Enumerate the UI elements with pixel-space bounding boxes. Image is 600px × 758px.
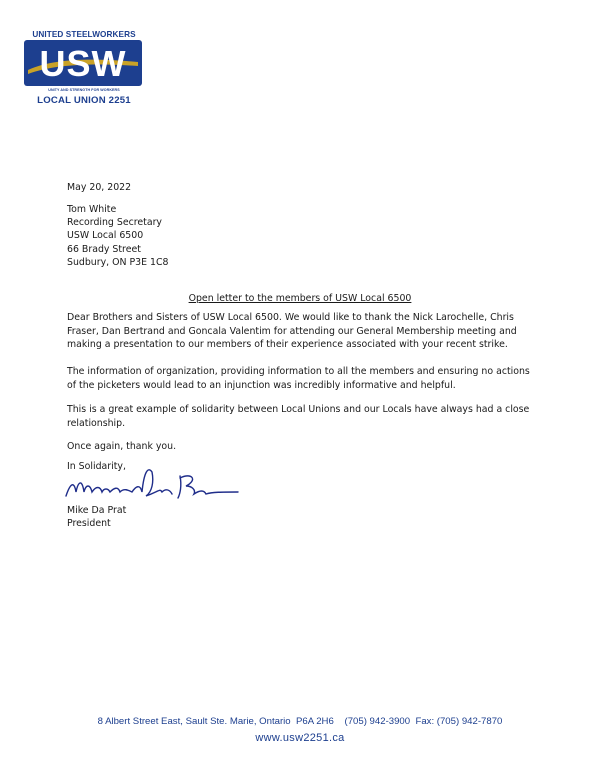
body-paragraph: The information of organization, providing information to all the members and ensuring no actions of the picketers would lead to an injunction was incredibly informative and helpful.	[67, 366, 530, 391]
letter-subject: Open letter to the members of USW Local 6500	[188, 293, 412, 304]
body-paragraph: This is a great example of solidarity between Local Unions and our Locals have always had a close relationship.	[67, 404, 530, 429]
signer-block	[67, 504, 126, 531]
footer-fax: Fax: (705) 942-7870	[415, 716, 503, 727]
recipient-city: Sudbury, ON P3E 1C8	[67, 256, 169, 268]
signer-name: Mike Da Prat	[67, 505, 127, 516]
footer-website[interactable]: www.usw2251.ca	[255, 732, 345, 744]
recipient-street: 66 Brady Street	[67, 243, 141, 255]
usw-logo-mark	[24, 40, 142, 86]
recipient-title: Recording Secretary	[67, 217, 162, 229]
letter-date: May 20, 2022	[67, 182, 132, 193]
recipient-org: USW Local 6500	[67, 230, 144, 242]
footer-phone: (705) 942-3900	[344, 716, 411, 727]
recipient-name: Tom White	[67, 204, 117, 215]
logo-local-union: LOCAL UNION 2251	[37, 95, 131, 106]
body-paragraph: Dear Brothers and Sisters of USW Local 6500. We would like to thank the Nick Larochelle, Chris Fraser, Dan Bertrand and Goncala Valentim for attending our General Membership meeting and making a presentation to our members of their experience associated with your recent strike.	[67, 312, 517, 351]
signer-title: President	[67, 518, 111, 530]
footer-contact	[0, 716, 600, 727]
footer-street: 8 Albert Street East, Sault Ste. Marie, Ontario P6A 2H6	[97, 716, 334, 727]
body-paragraph: Once again, thank you.	[67, 441, 177, 452]
logo-org-name: UNITED STEELWORKERS	[32, 30, 136, 39]
handwritten-signature	[62, 462, 242, 508]
recipient-address	[67, 203, 538, 269]
usw-logo	[24, 30, 144, 106]
logo-tagline: UNITY AND STRENGTH FOR WORKERS	[48, 88, 120, 92]
letter-closing: In Solidarity,	[67, 461, 126, 472]
logo-letters: USW	[39, 43, 127, 84]
